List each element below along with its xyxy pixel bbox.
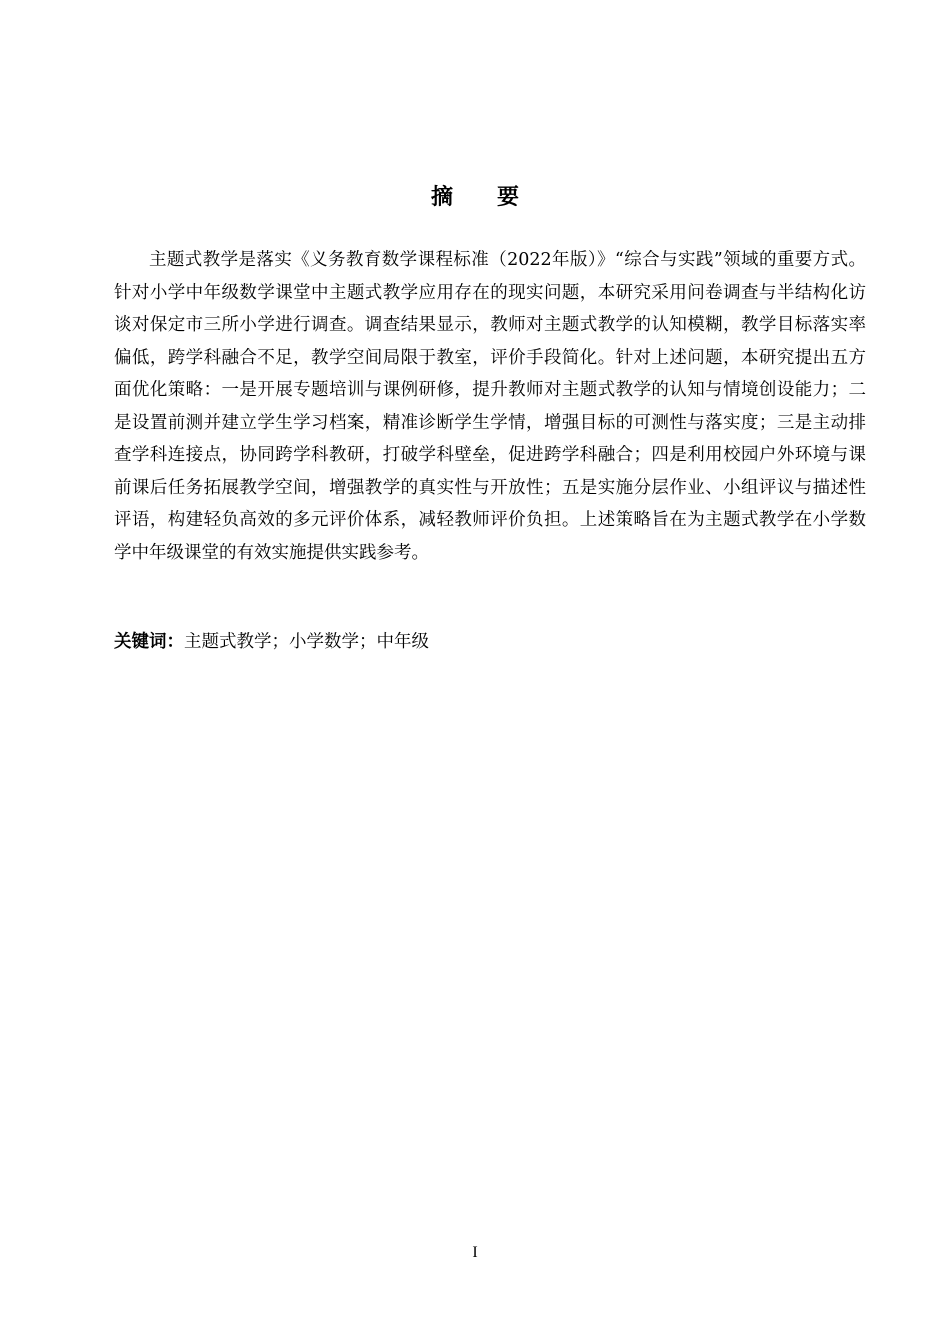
keywords-list: 主题式教学；小学数学；中年级 (184, 632, 429, 652)
keywords-label: 关键词： (114, 632, 184, 652)
abstract-body: 主题式教学是落实《义务教育数学课程标准（2022年版）》“综合与实践”领域的重要方式。针对小学中年级数学课堂中主题式教学应用存在的现实问题，本研究采用问卷调查与半结构化访谈对保定市三所小学进行调查。调查结果显示，教师对主题式教学的认知模糊，教学目标落实率偏低，跨学科融合不足，教学空间局限于教室，评价手段简化。针对上述问题，本研究提出五方面优化策略：一是开展专题培训与课例研修，提升教师对主题式教学的认知与情境创设能力；二是设置前测并建立学生学习档案，精准诊断学生学情，增强目标的可测性与落实度；三是主动排查学科连接点，协同跨学科教研，打破学科壁垒，促进跨学科融合；四是利用校园户外环境与课前课后任务拓展教学空间，增强教学的真实性与开放性；五是实施分层作业、小组评议与描述性评语，构建轻负高效的多元评价体系，减轻教师评价负担。上述策略旨在为主题式教学在小学数学中年级课堂的有效实施提供实践参考。 (114, 250, 866, 563)
page-number: I (472, 1244, 478, 1261)
keywords-line (114, 626, 866, 658)
abstract-title: 摘 要 (430, 185, 519, 210)
